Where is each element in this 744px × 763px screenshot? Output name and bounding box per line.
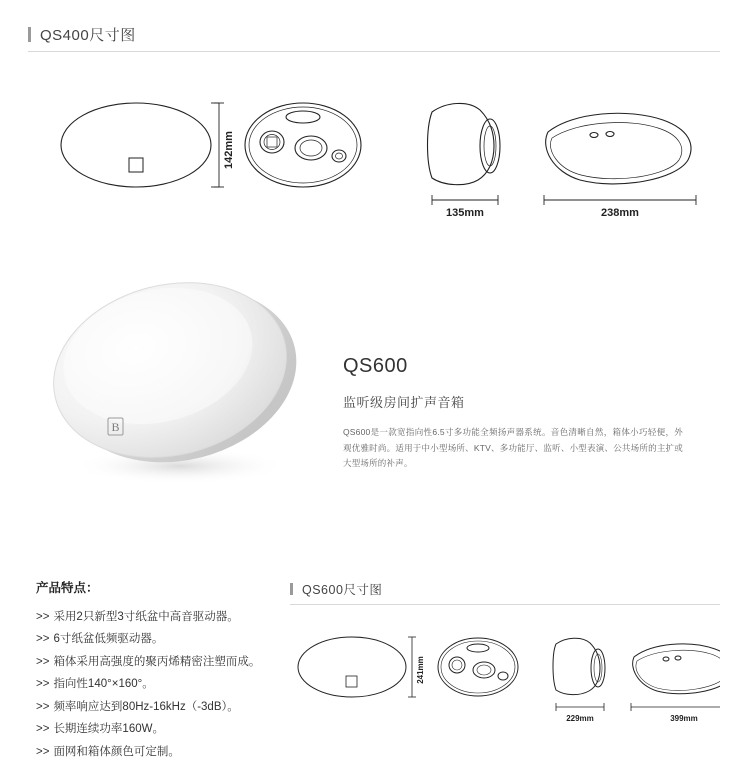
features-title: 产品特点： [36,581,99,595]
list-marker: >> [36,745,50,758]
list-item [36,651,286,673]
section-accent-bar [290,583,293,595]
list-marker: >> [36,723,50,736]
section-accent-bar [28,27,31,42]
qs400-dimension-label-depth: 135mm [446,207,484,219]
qs600-dimension-label-height: 241mm [416,656,425,684]
qs400-dimension-label-width: 238mm [601,207,639,219]
section-title: QS400尺寸图 [40,27,136,44]
section-title: QS600尺寸图 [302,583,383,597]
list-marker: >> [36,633,50,646]
product-description: QS600是一款宽指向性6.5寸多功能全频扬声器系统。音色清晰自然，箱体小巧轻便，外观优雅时尚。适用于中小型场所、KTV、多功能厅、监听、小型表演、公共场所的主扩或大型场所的补声。 [343,427,683,469]
features-block [36,578,286,763]
feature-text: 6寸纸盆低频驱动器。 [53,633,164,646]
list-item [36,696,286,718]
section-header-qs400 [28,24,720,52]
brand-logo-letter: B [111,420,120,434]
list-item [36,628,286,650]
feature-text: 频率响应达到80Hz-16kHz（-3dB）。 [53,700,239,713]
qs400-dimension-label-height: 142mm [223,131,235,169]
features-list [36,606,286,763]
list-item [36,718,286,740]
list-item [36,606,286,628]
feature-text: 箱体采用高强度的聚丙烯精密注塑而成。 [53,655,261,668]
product-photo-qs600 [40,270,310,500]
feature-text: 指向性140°×160°。 [53,678,154,691]
qs600-dimension-label-depth: 229mm [566,714,594,723]
list-marker: >> [36,678,50,691]
product-subtitle: 监听级房间扩声音箱 [343,395,465,410]
feature-text: 面网和箱体颜色可定制。 [53,745,180,758]
list-marker: >> [36,655,50,668]
feature-text: 采用2只新型3寸纸盆中高音驱动器。 [53,611,239,623]
qs600-dimension-label-width: 399mm [670,714,698,723]
product-model: QS600 [343,355,408,377]
list-item [36,673,286,695]
list-marker: >> [36,700,50,713]
qs400-dimension-drawings [28,70,720,230]
list-item [36,741,286,763]
product-info-block [343,355,683,472]
list-marker: >> [36,611,50,623]
section-header-qs600 [290,580,720,605]
feature-text: 长期连续功率160W。 [53,723,164,736]
qs600-dimension-drawings [290,615,720,745]
